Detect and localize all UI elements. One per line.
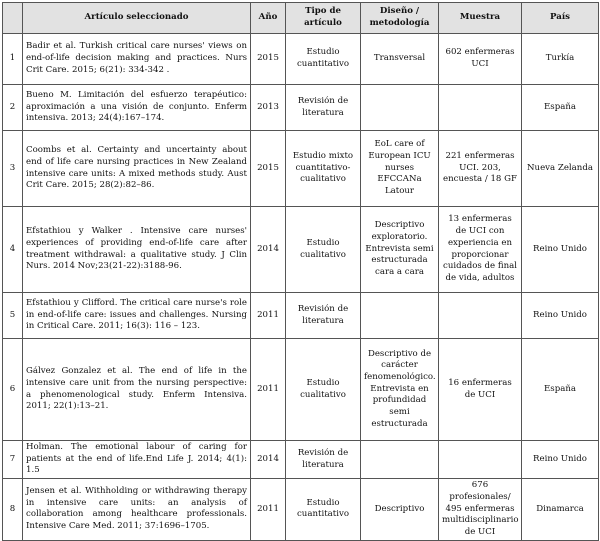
year-cell: 2014 bbox=[251, 207, 286, 293]
design-cell bbox=[361, 85, 439, 131]
article-cell: Badir et al. Turkish critical care nurses' views on end-of-life decision making and practices. Nurs Crit Care. 2015; 6(21): 334-342 . bbox=[23, 34, 251, 85]
year-cell: 2011 bbox=[251, 479, 286, 541]
header-design: Diseño / metodología bbox=[361, 3, 439, 34]
row-number: 7 bbox=[3, 441, 23, 479]
design-cell: Descriptivo exploratorio. Entrevista semi estructurada cara a cara bbox=[361, 207, 439, 293]
type-cell: Revisión de literatura bbox=[286, 441, 361, 479]
row-number: 2 bbox=[3, 85, 23, 131]
country-cell: Nueva Zelanda bbox=[522, 131, 599, 207]
header-num bbox=[3, 3, 23, 34]
type-cell: Estudio cualitativo bbox=[286, 207, 361, 293]
country-cell: Reino Unido bbox=[522, 293, 599, 339]
header-country: País bbox=[522, 3, 599, 34]
article-cell: Efstathiou y Clifford. The critical care nurse's role in end-of-life care: issues and challenges. Nursing in Critical Care. 2011; 16(3): 116 – 123. bbox=[23, 293, 251, 339]
table-row bbox=[3, 85, 599, 131]
year-cell: 2015 bbox=[251, 131, 286, 207]
sample-cell: 602 enfermeras UCI bbox=[439, 34, 522, 85]
design-cell bbox=[361, 293, 439, 339]
row-number: 6 bbox=[3, 339, 23, 441]
country-cell: España bbox=[522, 339, 599, 441]
sample-cell: 13 enfermeras de UCI con experiencia en proporcionar cuidados de final de vida, adultos bbox=[439, 207, 522, 293]
design-cell: Descriptivo bbox=[361, 479, 439, 541]
article-cell: Bueno M. Limitación del esfuerzo terapéutico: aproximación a una visión de conjunto. Enferm intensiva. 2013; 24(4):167–174. bbox=[23, 85, 251, 131]
table-row bbox=[3, 339, 599, 441]
table-row bbox=[3, 34, 599, 85]
type-cell: Estudio cuantitativo bbox=[286, 34, 361, 85]
year-cell: 2014 bbox=[251, 441, 286, 479]
article-cell: Holman. The emotional labour of caring for patients at the end of life.End Life J. 2014; 4(1): 1.5 bbox=[23, 441, 251, 479]
sample-cell bbox=[439, 441, 522, 479]
sample-cell: 676 profesionales/ 495 enfermeras multidisciplinario de UCI bbox=[439, 479, 522, 541]
table-row bbox=[3, 293, 599, 339]
literature-table bbox=[2, 2, 599, 541]
country-cell: España bbox=[522, 85, 599, 131]
article-cell: Jensen et al. Withholding or withdrawing therapy in intensive care units: an analysis of collaboration among healthcare professionals. Intensive Care Med. 2011; 37:1696–1705. bbox=[23, 479, 251, 541]
literature-table-container bbox=[2, 2, 599, 541]
type-cell: Revisión de literatura bbox=[286, 85, 361, 131]
header-article: Artículo seleccionado bbox=[23, 3, 251, 34]
table-row bbox=[3, 131, 599, 207]
sample-cell bbox=[439, 293, 522, 339]
country-cell: Turkía bbox=[522, 34, 599, 85]
year-cell: 2011 bbox=[251, 293, 286, 339]
design-cell: Transversal bbox=[361, 34, 439, 85]
type-cell: Estudio cualitativo bbox=[286, 339, 361, 441]
design-cell bbox=[361, 441, 439, 479]
row-number: 3 bbox=[3, 131, 23, 207]
row-number: 8 bbox=[3, 479, 23, 541]
header-year: Año bbox=[251, 3, 286, 34]
table-row bbox=[3, 479, 599, 541]
year-cell: 2013 bbox=[251, 85, 286, 131]
header-type: Tipo de artículo bbox=[286, 3, 361, 34]
year-cell: 2015 bbox=[251, 34, 286, 85]
sample-cell: 16 enfermeras de UCI bbox=[439, 339, 522, 441]
article-cell: Coombs et al. Certainty and uncertainty about end of life care nursing practices in New Zealand intensive care units: A mixed methods study. Aust Crit Care. 2015; 28(2):82–86. bbox=[23, 131, 251, 207]
article-cell: Efstathiou y Walker . Intensive care nurses' experiences of providing end-of-life care after treatment withdrawal: a qualitative study. J Clin Nurs. 2014 Nov;23(21-22):3188-96. bbox=[23, 207, 251, 293]
type-cell: Estudio cuantitativo bbox=[286, 479, 361, 541]
type-cell: Estudio mixto cuantitativo-cualitativo bbox=[286, 131, 361, 207]
design-cell: EoL care of European ICU nurses EFCCANa Latour bbox=[361, 131, 439, 207]
row-number: 1 bbox=[3, 34, 23, 85]
sample-cell: 221 enfermeras UCI. 203, encuesta / 18 GF bbox=[439, 131, 522, 207]
header-sample: Muestra bbox=[439, 3, 522, 34]
header-row bbox=[3, 3, 599, 34]
design-cell: Descriptivo de carácter fenomenológico. Entrevista en profundidad semi estructurada bbox=[361, 339, 439, 441]
table-row bbox=[3, 441, 599, 479]
country-cell: Reino Unido bbox=[522, 207, 599, 293]
country-cell: Reino Unido bbox=[522, 441, 599, 479]
article-cell: Gálvez Gonzalez et al. The end of life in the intensive care unit from the nursing perspective: a phenomenological study. Enferm Intensiva. 2011; 22(1):13–21. bbox=[23, 339, 251, 441]
year-cell: 2011 bbox=[251, 339, 286, 441]
country-cell: Dinamarca bbox=[522, 479, 599, 541]
type-cell: Revisión de literatura bbox=[286, 293, 361, 339]
row-number: 4 bbox=[3, 207, 23, 293]
row-number: 5 bbox=[3, 293, 23, 339]
table-row bbox=[3, 207, 599, 293]
sample-cell bbox=[439, 85, 522, 131]
